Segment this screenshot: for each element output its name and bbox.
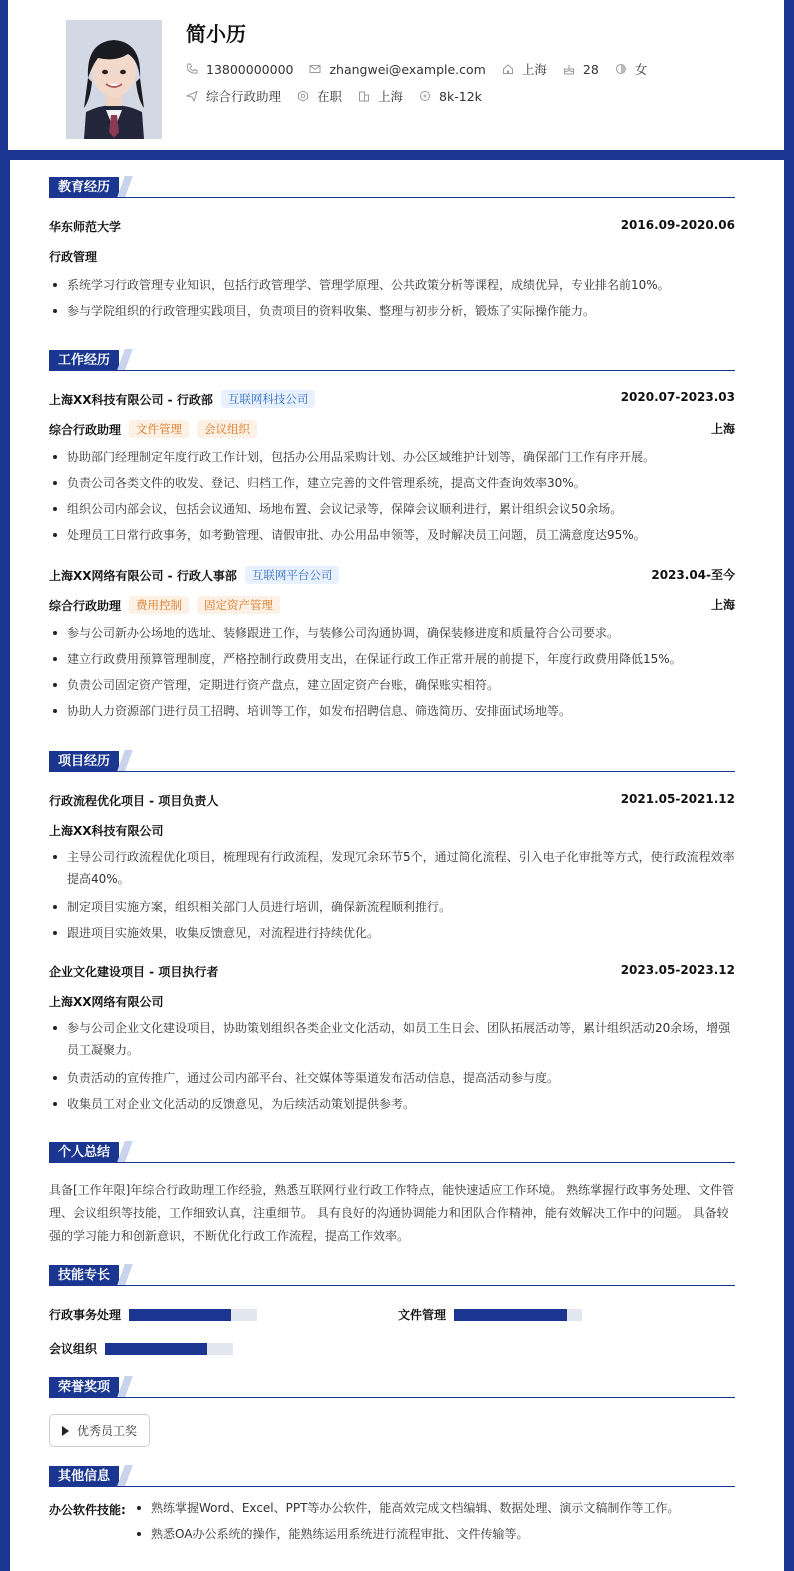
play-icon [62,1426,69,1436]
list-item: 负责公司固定资产管理，定期进行资产盘点，建立固定资产台账，确保账实相符。 [49,672,735,698]
section-title-decoration [117,176,133,197]
job-period: 2020.07-2023.03 [620,390,735,404]
city-text: 上海 [521,62,547,77]
contact-row [186,60,663,78]
list-item: 熟练掌握Word、Excel、PPT等办公软件，能高效完成文档编辑、数据处理、演示文稿制作等工作。 [133,1495,735,1521]
skill-bar [454,1309,582,1321]
industry-tag: 互联网平台公司 [245,566,340,584]
position-text: 综合行政助理 [206,89,282,104]
section-header [49,750,735,772]
section-title-decoration [117,1141,133,1162]
project-name: 企业文化建设项目 - 项目执行者 [49,965,219,979]
project-bullets [49,1017,735,1117]
frame-right-border [784,0,794,1571]
gender-icon [615,63,627,75]
job-bullets [49,444,735,548]
other-bullets [133,1495,735,1547]
job-city: 上海 [710,598,735,612]
list-item: 参与公司企业文化建设项目，协助策划组织各类企业文化活动，如员工生日会、团队拓展活动等，累计组织活动20余场，增强员工凝聚力。 [49,1017,735,1065]
skill-bar [105,1343,233,1355]
job-header [49,390,735,408]
list-item: 协助人力资源部门进行员工招聘、培训等工作，如发布招聘信息、筛选简历、安排面试场地等。 [49,698,735,724]
section-title: 技能专长 [49,1265,119,1286]
skill-item [49,1340,233,1357]
settings-icon [297,90,309,102]
section-title-decoration [117,349,133,370]
education-major: 行政管理 [49,250,98,264]
building-icon [358,90,370,102]
skill-tag: 会议组织 [197,420,257,438]
skill-item [49,1306,257,1323]
section-header [49,176,735,198]
list-item: 主导公司行政流程优化项目，梳理现有行政流程，发现冗余环节5个，通过简化流程、引入电子化审批等方式，使行政流程效率提高40%。 [49,846,735,894]
skill-item [398,1306,582,1323]
job-role-row [49,420,735,438]
section-title: 荣誉奖项 [49,1377,119,1398]
list-item: 负责公司各类文件的收发、登记、归档工作，建立完善的文件管理系统，提高文件查询效率30%。 [49,470,735,496]
list-item: 处理员工日常行政事务，如考勤管理、请假审批、办公用品申领等，及时解决员工问题，员工满意度达95%。 [49,522,735,548]
home-icon [502,63,514,75]
job-company: 上海XX网络有限公司 - 行政人事部 [49,569,237,583]
resume-header [8,0,784,150]
summary-text: 具备[工作年限]年综合行政助理工作经验，熟悉互联网行业行政工作特点，能快速适应工作环境。 熟练掌握行政事务处理、文件管理、会议组织等技能，工作细致认真，注重细节。 具有良好的沟通协调能力和团队合作精神，能有效解决工作中的问题。 具备较强的学习能力和创新意识，不断优化行政工作流程，提高工作效率。 [49,1183,735,1243]
section-header [49,1376,735,1398]
job-intent-row [186,87,498,105]
gender-text: 女 [634,62,648,77]
project-company: 上海XX科技有限公司 [49,824,164,838]
list-item: 负责活动的宣传推广，通过公司内部平台、社交媒体等渠道发布活动信息，提高活动参与度。 [49,1065,735,1091]
age-text: 28 [582,61,599,77]
list-item: 制定项目实施方案，组织相关部门人员进行培训，确保新流程顺利推行。 [49,894,735,920]
section-title-decoration [117,1376,133,1397]
education-school: 华东师范大学 [49,220,122,234]
coin-icon [419,90,431,102]
section-header [49,1264,735,1286]
job-header [49,566,735,584]
education-section [49,176,735,318]
list-item: 跟进项目实施效果，收集反馈意见，对流程进行持续优化。 [49,920,735,946]
job-role-row [49,596,735,614]
list-item: 收集员工对企业文化活动的反馈意见，为后续活动策划提供参考。 [49,1091,735,1117]
salary-item [419,89,482,104]
other-section [49,1465,735,1541]
section-header [49,349,735,371]
skill-name: 会议组织 [49,1342,98,1356]
list-item: 建立行政费用预算管理制度，严格控制行政费用支出，在保证行政工作正常开展的前提下，年度行政费用降低15%。 [49,646,735,672]
award-item [49,1414,150,1447]
section-header [49,1465,735,1487]
skill-bar-fill [105,1343,207,1355]
project-period: 2021.05-2021.12 [620,792,735,806]
skill-tag: 文件管理 [129,420,189,438]
frame-left-border [0,0,8,160]
target-city-item [358,87,403,105]
skills-section [49,1264,735,1356]
list-item: 参与公司新办公场地的选址、装修跟进工作，与装修公司沟通协调，确保装修进度和质量符合公司要求。 [49,620,735,646]
list-item: 系统学习行政管理专业知识，包括行政管理学、管理学原理、公共政策分析等课程，成绩优异，专业排名前10%。 [49,272,735,298]
honors-section [49,1376,735,1438]
skill-name: 文件管理 [398,1308,447,1322]
position-item [186,87,281,105]
industry-tag: 互联网科技公司 [221,390,316,408]
job-role: 综合行政助理 [49,423,122,437]
phone-text: 13800000000 [206,61,294,77]
list-item: 协助部门经理制定年度行政工作计划，包括办公用品采购计划、办公区域维护计划等，确保部门工作有序开展。 [49,444,735,470]
section-title-decoration [117,750,133,771]
work-section [49,349,735,718]
projects-section [49,750,735,1111]
section-title: 其他信息 [49,1466,119,1487]
skill-bar-fill [454,1309,567,1321]
job-company: 上海XX科技有限公司 - 行政部 [49,393,213,407]
job-bullets [49,620,735,724]
section-title: 个人总结 [49,1142,119,1163]
section-title: 教育经历 [49,177,119,198]
section-title-decoration [117,1264,133,1285]
project-company: 上海XX网络有限公司 [49,995,164,1009]
avatar [66,20,162,139]
skill-name: 行政事务处理 [49,1308,122,1322]
phone-item [186,62,293,77]
status-item [297,87,342,105]
cake-icon [563,63,575,75]
skill-bar-fill [129,1309,231,1321]
section-header [49,1141,735,1163]
section-title: 项目经历 [49,751,119,772]
list-item: 参与学院组织的行政管理实践项目，负责项目的资料收集、整理与初步分析，锻炼了实际操作能力。 [49,298,735,324]
education-period: 2016.09-2020.06 [620,218,735,232]
list-item: 熟悉OA办公系统的操作，能熟练运用系统进行流程审批、文件传输等。 [133,1521,735,1547]
target-city-text: 上海 [378,89,404,104]
summary-section [49,1141,735,1243]
project-bullets [49,846,735,946]
section-title-decoration [117,1465,133,1486]
skill-tag: 费用控制 [129,596,189,614]
project-name: 行政流程优化项目 - 项目负责人 [49,794,219,808]
project-period: 2023.05-2023.12 [620,963,735,977]
email-item [309,62,485,77]
skill-bar [129,1309,257,1321]
education-bullets [49,272,735,324]
age-item [563,62,599,77]
mail-icon [309,63,321,75]
salary-text: 8k-12k [439,88,482,104]
city-item [502,60,547,78]
section-title: 工作经历 [49,350,119,371]
other-label: 办公软件技能: [49,1503,126,1517]
job-period: 2023.04-至今 [651,568,735,582]
list-item: 组织公司内部会议，包括会议通知、场地布置、会议记录等，保障会议顺利进行，累计组织会议50余场。 [49,496,735,522]
status-text: 在职 [317,89,343,104]
job-role: 综合行政助理 [49,599,122,613]
award-name: 优秀员工奖 [77,1424,138,1438]
phone-icon [186,63,198,75]
send-icon [186,90,198,102]
candidate-name: 简小历 [186,22,246,46]
gender-item [615,60,648,78]
skill-tag: 固定资产管理 [197,596,280,614]
header-divider-band [0,150,794,160]
email-text: zhangwei@example.com [329,61,486,77]
job-city: 上海 [710,422,735,436]
